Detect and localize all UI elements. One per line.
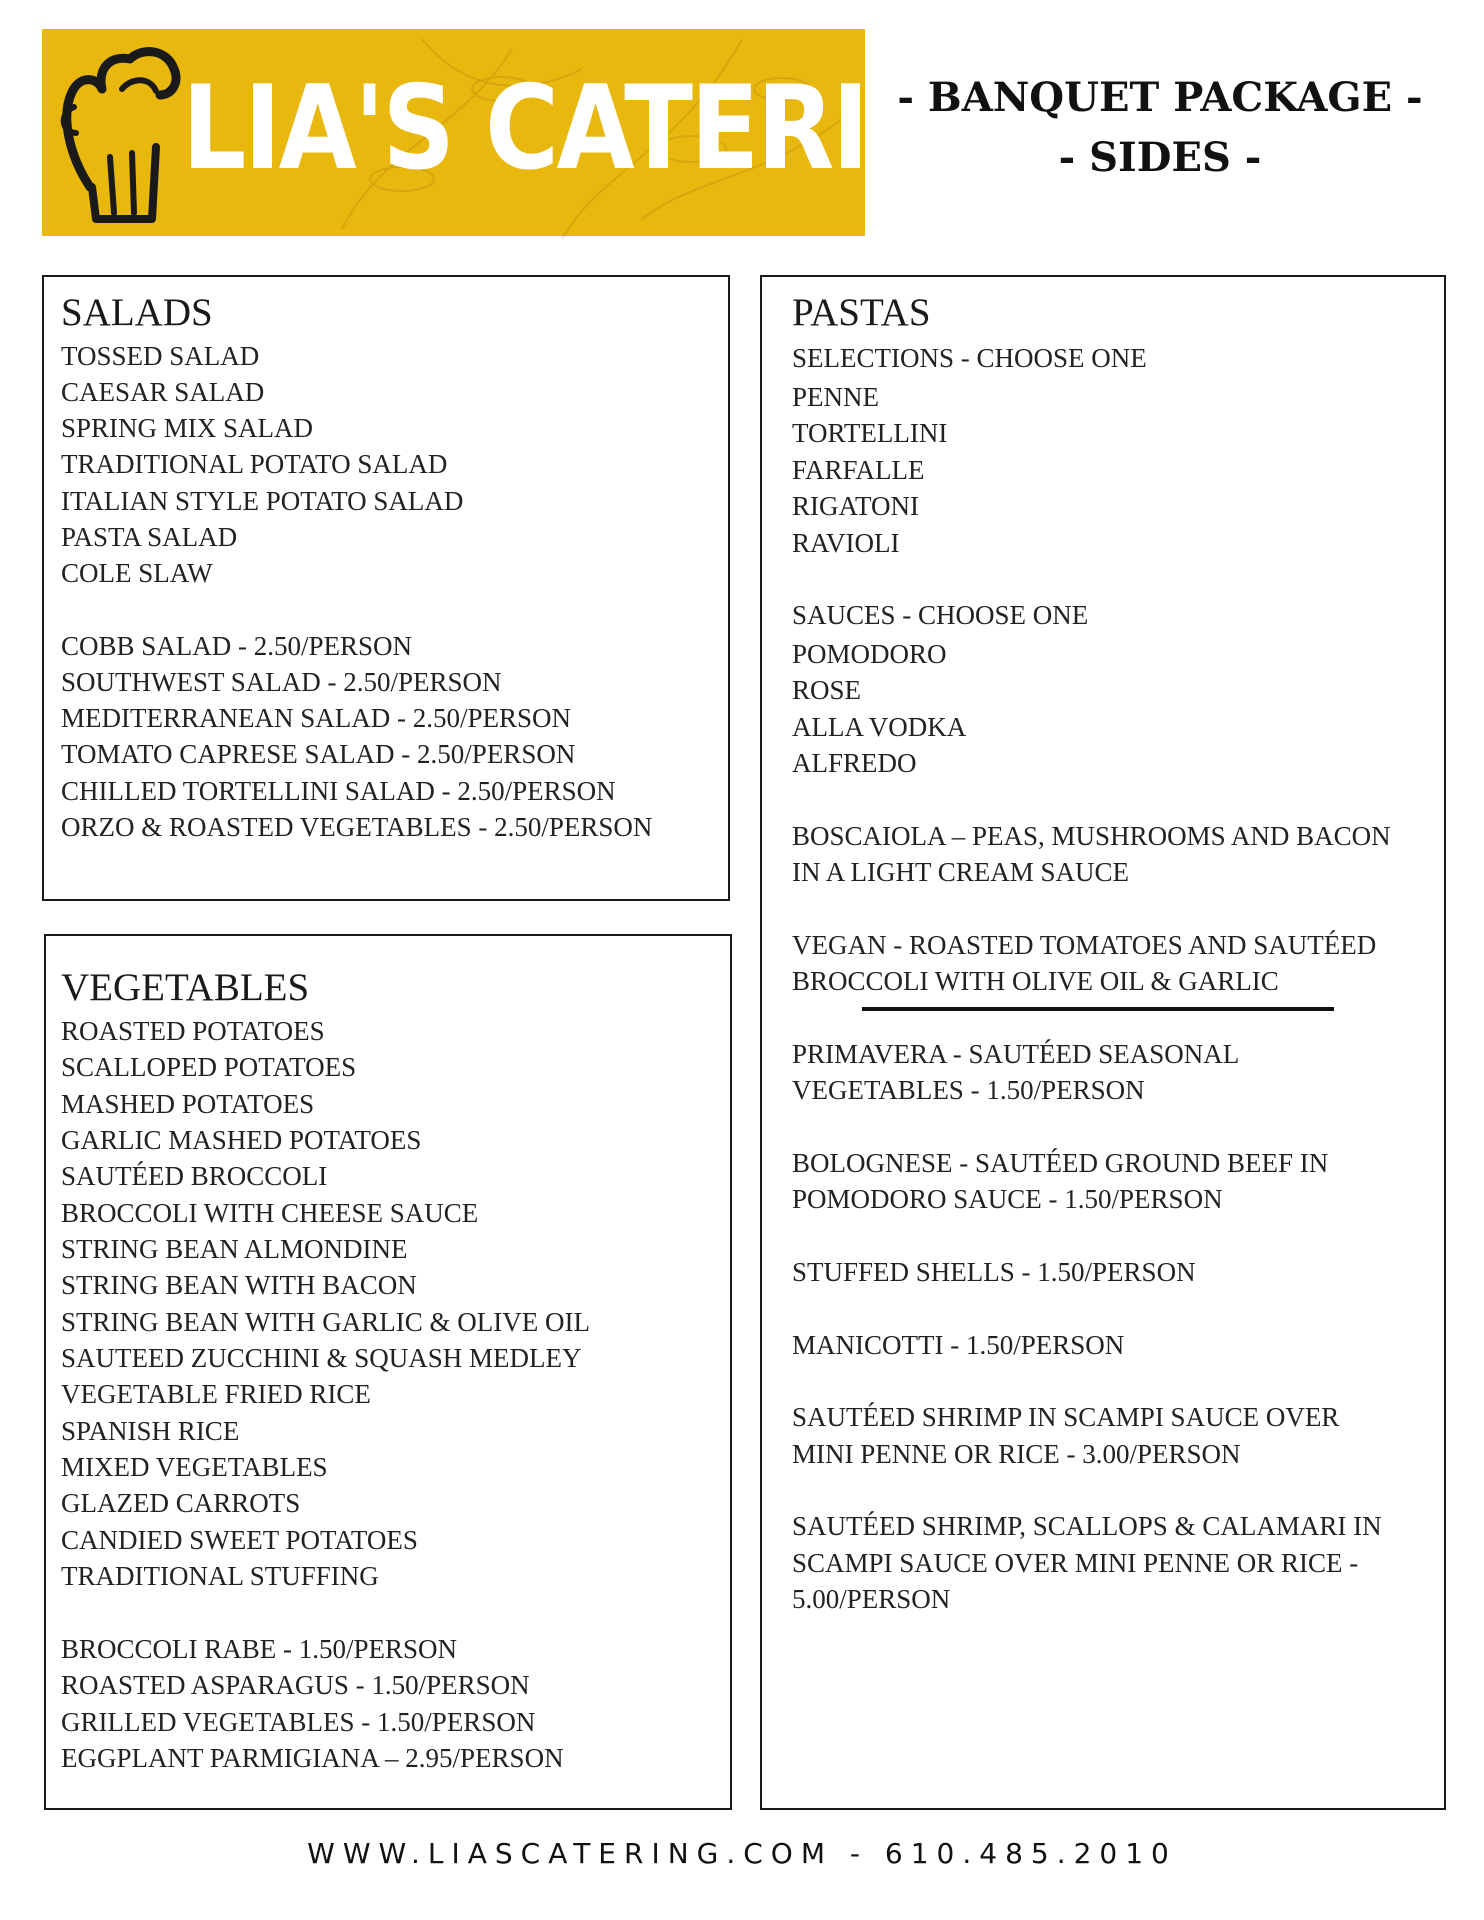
salad-extra-item: COBB SALAD - 2.50/PERSON	[61, 631, 413, 661]
salad-item: COLE SLAW	[61, 558, 213, 588]
sauces-title: SAUCES - CHOOSE ONE	[792, 600, 1089, 630]
pasta-sauce-item: ALLA VODKA	[792, 712, 967, 742]
salad-item: ITALIAN STYLE POTATO SALAD	[61, 486, 464, 516]
vegan-line: VEGAN - ROASTED TOMATOES AND SAUTÉED	[792, 930, 1377, 960]
seafood-line: SCAMPI SAUCE OVER MINI PENNE OR RICE -	[792, 1548, 1359, 1578]
pastas-heading: PASTAS	[792, 291, 931, 334]
banner-title: - BANQUET PACKAGE -	[897, 74, 1423, 121]
vegetable-item: SPANISH RICE	[61, 1416, 240, 1446]
shrimp-line: SAUTÉED SHRIMP IN SCAMPI SAUCE OVER	[792, 1402, 1340, 1432]
vegetable-item: MASHED POTATOES	[61, 1089, 315, 1119]
vegetable-item: SCALLOPED POTATOES	[61, 1052, 357, 1082]
pasta-selection-item: RAVIOLI	[792, 528, 900, 558]
vegetable-item: VEGETABLE FRIED RICE	[61, 1379, 371, 1409]
vegetable-item: GARLIC MASHED POTATOES	[61, 1125, 422, 1155]
vegetable-item: ROASTED POTATOES	[61, 1016, 325, 1046]
logo-wordmark: LIA'S CATERING	[182, 61, 1029, 196]
vegetable-item: STRING BEAN WITH BACON	[61, 1270, 417, 1300]
boscaiola-line: IN A LIGHT CREAM SAUCE	[792, 857, 1130, 887]
pasta-sauce-item: ALFREDO	[792, 748, 917, 778]
vegetable-item: SAUTÉED BROCCOLI	[61, 1161, 328, 1191]
vegetable-item: SAUTEED ZUCCHINI & SQUASH MEDLEY	[61, 1343, 582, 1373]
footer-contact: WWW.LIASCATERING.COM - 610.485.2010	[307, 1837, 1177, 1870]
bolognese-line: POMODORO SAUCE - 1.50/PERSON	[792, 1184, 1223, 1214]
boscaiola-line: BOSCAIOLA – PEAS, MUSHROOMS AND BACON	[792, 821, 1391, 851]
salad-item: TRADITIONAL POTATO SALAD	[61, 449, 448, 479]
pasta-selection-item: RIGATONI	[792, 491, 919, 521]
pasta-sauce-item: POMODORO	[792, 639, 947, 669]
pasta-sauce-item: ROSE	[792, 675, 862, 705]
seafood-line: SAUTÉED SHRIMP, SCALLOPS & CALAMARI IN	[792, 1511, 1382, 1541]
salad-item: SPRING MIX SALAD	[61, 413, 314, 443]
chef-hat-icon	[52, 37, 192, 227]
vegetable-item: TRADITIONAL STUFFING	[61, 1561, 379, 1591]
salads-heading: SALADS	[61, 291, 213, 334]
vegetable-item: STRING BEAN WITH GARLIC & OLIVE OIL	[61, 1307, 590, 1337]
pasta-selection-item: PENNE	[792, 382, 879, 412]
bolognese-line: BOLOGNESE - SAUTÉED GROUND BEEF IN	[792, 1148, 1329, 1178]
selections-title: SELECTIONS - CHOOSE ONE	[792, 343, 1147, 373]
salad-extra-item: TOMATO CAPRESE SALAD - 2.50/PERSON	[61, 739, 576, 769]
vegan-line: BROCCOLI WITH OLIVE OIL & GARLIC	[792, 966, 1279, 996]
vegetable-extra-item: ROASTED ASPARAGUS - 1.50/PERSON	[61, 1670, 530, 1700]
stuffed-shells-line: STUFFED SHELLS - 1.50/PERSON	[792, 1257, 1196, 1287]
shrimp-line: MINI PENNE OR RICE - 3.00/PERSON	[792, 1439, 1241, 1469]
seafood-line: 5.00/PERSON	[792, 1584, 951, 1614]
vegetable-item: BROCCOLI WITH CHEESE SAUCE	[61, 1198, 479, 1228]
salad-item: PASTA SALAD	[61, 522, 238, 552]
banner-subtitle: - SIDES -	[1058, 134, 1262, 181]
salad-extra-item: MEDITERRANEAN SALAD - 2.50/PERSON	[61, 703, 572, 733]
salad-extra-item: ORZO & ROASTED VEGETABLES - 2.50/PERSON	[61, 812, 653, 842]
salad-extra-item: CHILLED TORTELLINI SALAD - 2.50/PERSON	[61, 776, 616, 806]
primavera-line: PRIMAVERA - SAUTÉED SEASONAL	[792, 1039, 1240, 1069]
vegetable-extra-item: GRILLED VEGETABLES - 1.50/PERSON	[61, 1707, 536, 1737]
vegetable-item: GLAZED CARROTS	[61, 1488, 301, 1518]
vegetable-item: STRING BEAN ALMONDINE	[61, 1234, 408, 1264]
manicotti-line: MANICOTTI - 1.50/PERSON	[792, 1330, 1125, 1360]
vegetables-heading: VEGETABLES	[61, 966, 310, 1009]
salad-extra-item: SOUTHWEST SALAD - 2.50/PERSON	[61, 667, 502, 697]
vegetable-extra-item: EGGPLANT PARMIGIANA – 2.95/PERSON	[61, 1743, 564, 1773]
salad-item: TOSSED SALAD	[61, 341, 260, 371]
salad-item: CAESAR SALAD	[61, 377, 265, 407]
pasta-selection-item: FARFALLE	[792, 455, 925, 485]
brand-logo	[42, 29, 1029, 236]
vegetable-item: MIXED VEGETABLES	[61, 1452, 328, 1482]
primavera-line: VEGETABLES - 1.50/PERSON	[792, 1075, 1145, 1105]
pasta-selection-item: TORTELLINI	[792, 418, 948, 448]
section-divider	[862, 1007, 1334, 1011]
vegetable-item: CANDIED SWEET POTATOES	[61, 1525, 418, 1555]
vegetable-extra-item: BROCCOLI RABE - 1.50/PERSON	[61, 1634, 458, 1664]
